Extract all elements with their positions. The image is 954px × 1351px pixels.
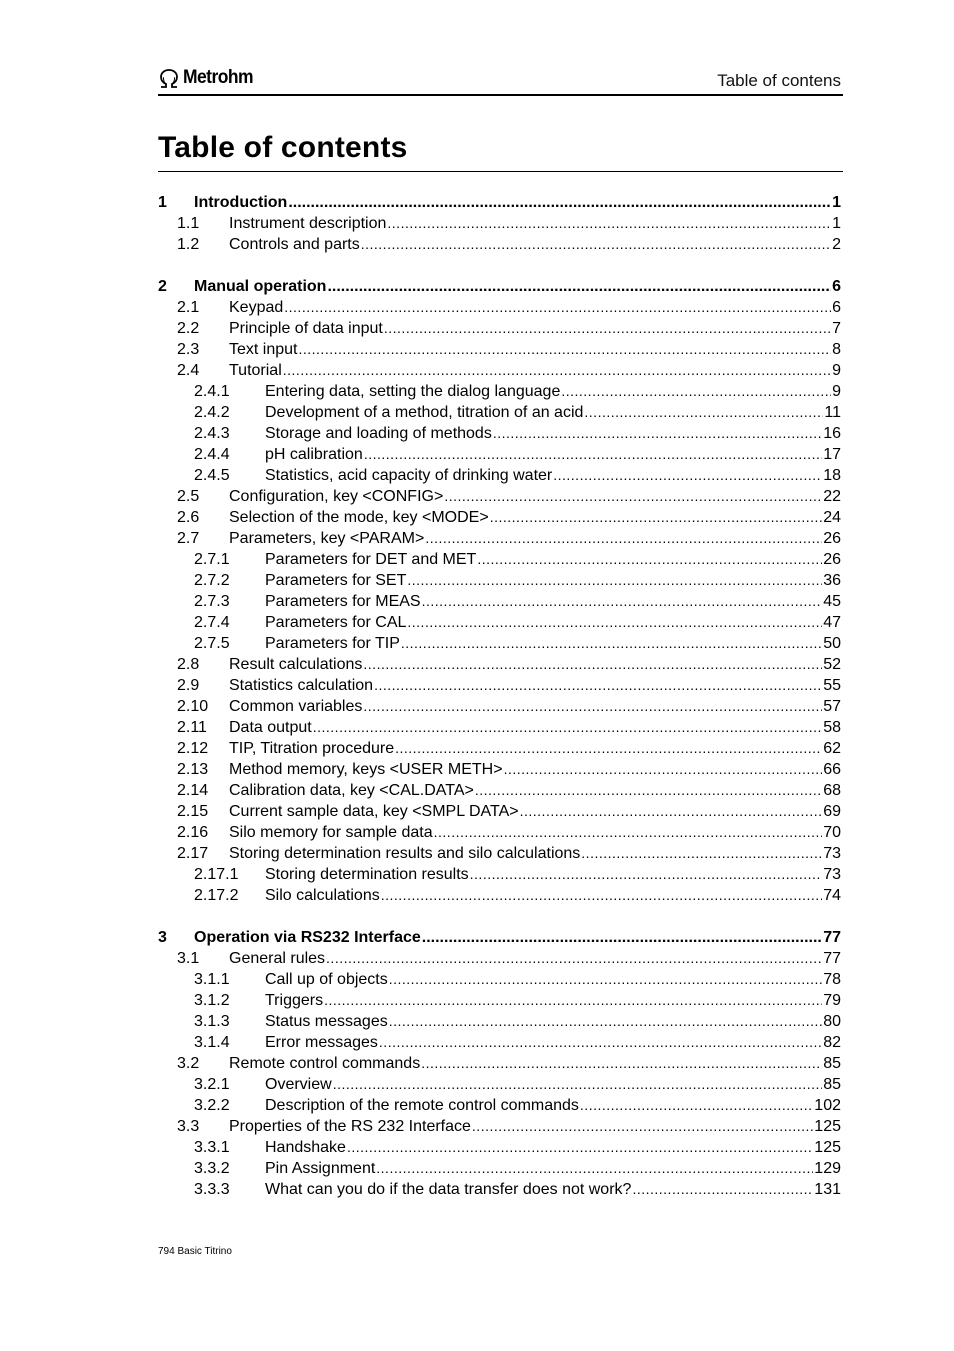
toc-entry-page: 50 [823, 635, 841, 652]
dot-leader [376, 1158, 813, 1179]
toc-entry [158, 717, 841, 738]
dot-leader [384, 318, 831, 339]
toc-entry-title: Storage and loading of methods [265, 425, 492, 442]
toc-entry-line [265, 1074, 841, 1095]
toc-entry-line [265, 402, 841, 423]
toc-entry [158, 444, 841, 465]
toc-entry-title: Result calculations [229, 656, 363, 673]
toc-entry-page: 125 [814, 1139, 841, 1156]
toc-entry-title: Handshake [265, 1139, 346, 1156]
toc-entry-line [265, 549, 841, 570]
toc-entry-line [265, 1158, 841, 1179]
toc-entry-number: 2.9 [177, 677, 200, 694]
toc-entry-page: 17 [823, 446, 841, 463]
dot-leader [422, 591, 823, 612]
toc-entry-page: 7 [832, 320, 841, 337]
toc-entry-line [229, 486, 841, 507]
dot-leader [472, 1116, 813, 1137]
toc-entry [158, 213, 841, 234]
dot-leader [364, 444, 822, 465]
toc-entry-number: 2.17.1 [194, 866, 239, 883]
toc-entry-line [229, 696, 841, 717]
toc-entry-title: Calibration data, key <CAL.DATA> [229, 782, 474, 799]
toc-entry-page: 1 [832, 215, 841, 232]
toc-entry-number: 2.3 [177, 341, 200, 358]
toc-entry-title: Current sample data, key <SMPL DATA> [229, 803, 519, 820]
toc-entry-number: 2.5 [177, 488, 200, 505]
toc-entry-number: 2.7.3 [194, 593, 230, 610]
toc-entry-page: 70 [823, 824, 841, 841]
toc-entry-number: 2.4.5 [194, 467, 230, 484]
toc-entry-line [265, 885, 841, 906]
toc-entry-line [229, 213, 841, 234]
toc-entry-number: 2.11 [177, 719, 207, 736]
toc-entry-title: pH calibration [265, 446, 363, 463]
toc-entry-page: 55 [823, 677, 841, 694]
dot-leader [407, 612, 822, 633]
toc-entry-title: Keypad [229, 299, 284, 316]
toc-entry [158, 759, 841, 780]
dot-leader [475, 780, 822, 801]
toc-entry-line [229, 717, 841, 738]
toc-entry-title: Storing determination results [265, 866, 469, 883]
dot-leader [361, 234, 831, 255]
brand-name: Metrohm [183, 67, 253, 88]
toc-entry [158, 1095, 841, 1116]
toc-entry-number: 3.1.1 [194, 971, 230, 988]
toc-entry-number: 3.3.2 [194, 1160, 230, 1177]
toc-entry-page: 68 [823, 782, 841, 799]
toc-entry [158, 612, 841, 633]
dot-leader [333, 1074, 823, 1095]
toc-entry-page: 18 [823, 467, 841, 484]
toc-entry-title: Properties of the RS 232 Interface [229, 1118, 471, 1135]
dot-leader [632, 1179, 813, 1200]
toc-entry-number: 3 [158, 929, 167, 946]
toc-entry-line [229, 507, 841, 528]
toc-entry-line [229, 1053, 841, 1074]
toc-entry-line [229, 822, 841, 843]
table-of-contents [158, 192, 841, 1200]
dot-leader [421, 1053, 822, 1074]
toc-entry-number: 2.7.2 [194, 572, 230, 589]
toc-entry-page: 82 [823, 1034, 841, 1051]
toc-entry-page: 45 [823, 593, 841, 610]
toc-entry-page: 22 [823, 488, 841, 505]
metrohm-omega-logo-icon [158, 68, 180, 88]
toc-entry-number: 2.13 [177, 761, 209, 778]
toc-entry-line [265, 1137, 841, 1158]
toc-entry-line [265, 570, 841, 591]
toc-entry-page: 73 [823, 866, 841, 883]
toc-entry-number: 2.6 [177, 509, 200, 526]
toc-entry-number: 2 [158, 278, 167, 295]
toc-entry-title: Text input [229, 341, 298, 358]
toc-entry-number: 2.4 [177, 362, 200, 379]
toc-entry-title: Statistics calculation [229, 677, 374, 694]
toc-entry [158, 1137, 841, 1158]
toc-entry-line [265, 1032, 841, 1053]
toc-entry-number: 2.12 [177, 740, 209, 757]
dot-leader [298, 339, 831, 360]
toc-entry [158, 486, 841, 507]
toc-entry-line [229, 948, 841, 969]
toc-entry-title: General rules [229, 950, 326, 967]
toc-entry [158, 360, 841, 381]
toc-entry [158, 528, 841, 549]
toc-entry-number: 1 [158, 194, 167, 211]
toc-entry-line [229, 234, 841, 255]
toc-entry-page: 80 [823, 1013, 841, 1030]
toc-entry-title: Status messages [265, 1013, 388, 1030]
toc-entry [158, 885, 841, 906]
toc-entry-page: 24 [823, 509, 841, 526]
toc-entry-line [229, 528, 841, 549]
toc-entry [158, 822, 841, 843]
dot-leader [395, 738, 822, 759]
toc-entry-title: Parameters for TIP [265, 635, 400, 652]
toc-entry-page: 73 [823, 845, 841, 862]
toc-entry-line [194, 192, 841, 213]
dot-leader [470, 864, 823, 885]
dot-leader [288, 192, 831, 213]
toc-entry-title: Silo memory for sample data [229, 824, 433, 841]
toc-entry-title: Parameters for CAL [265, 614, 407, 631]
toc-entry-number: 2.4.2 [194, 404, 230, 421]
page-header [158, 62, 843, 96]
toc-entry-page: 58 [823, 719, 841, 736]
toc-entry [158, 591, 841, 612]
toc-entry-number: 2.2 [177, 320, 200, 337]
toc-entry-number: 3.3 [177, 1118, 200, 1135]
toc-entry-page: 85 [823, 1076, 841, 1093]
toc-entry-title: Remote control commands [229, 1055, 421, 1072]
dot-leader [493, 423, 822, 444]
toc-entry [158, 633, 841, 654]
toc-entry-page: 16 [823, 425, 841, 442]
dot-leader [379, 1032, 822, 1053]
toc-entry-number: 2.4.3 [194, 425, 230, 442]
toc-entry [158, 402, 841, 423]
dot-leader [553, 465, 822, 486]
dot-leader [363, 654, 822, 675]
toc-entry-title: Storing determination results and silo calculations [229, 845, 581, 862]
toc-entry [158, 318, 841, 339]
toc-entry [158, 948, 841, 969]
dot-leader [584, 402, 823, 423]
toc-entry-number: 3.2.1 [194, 1076, 230, 1093]
toc-entry-number: 3.3.1 [194, 1139, 230, 1156]
toc-entry-number: 3.3.3 [194, 1181, 230, 1198]
toc-entry [158, 549, 841, 570]
toc-entry-line [265, 990, 841, 1011]
toc-entry-line [229, 780, 841, 801]
toc-entry [158, 1011, 841, 1032]
toc-entry-title: Method memory, keys <USER METH> [229, 761, 503, 778]
dot-leader [313, 717, 822, 738]
toc-entry-page: 77 [823, 950, 841, 967]
toc-entry [158, 780, 841, 801]
toc-entry-number: 2.7 [177, 530, 200, 547]
dot-leader [425, 528, 822, 549]
toc-entry-title: Operation via RS232 Interface [194, 929, 421, 946]
dot-leader [520, 801, 823, 822]
toc-entry-page: 102 [814, 1097, 841, 1114]
toc-entry-line [229, 297, 841, 318]
toc-entry-title: Silo calculations [265, 887, 380, 904]
toc-entry [158, 1158, 841, 1179]
toc-entry [158, 843, 841, 864]
toc-entry-title: Common variables [229, 698, 363, 715]
toc-entry-title: Parameters, key <PARAM> [229, 530, 425, 547]
toc-entry-number: 2.4.1 [194, 383, 230, 400]
toc-entry [158, 801, 841, 822]
dot-leader [477, 549, 822, 570]
toc-entry-line [229, 1116, 841, 1137]
toc-entry-number: 1.1 [177, 215, 200, 232]
dot-leader [327, 276, 831, 297]
toc-entry-line [265, 1011, 841, 1032]
toc-entry [158, 696, 841, 717]
toc-entry-title: Description of the remote control commands [265, 1097, 579, 1114]
dot-leader [581, 843, 822, 864]
toc-entry-title: Error messages [265, 1034, 378, 1051]
toc-entry-page: 125 [814, 1118, 841, 1135]
toc-entry-title: Configuration, key <CONFIG> [229, 488, 444, 505]
toc-entry [158, 339, 841, 360]
dot-leader [444, 486, 822, 507]
toc-entry [158, 969, 841, 990]
toc-entry-page: 26 [823, 551, 841, 568]
toc-entry-page: 36 [823, 572, 841, 589]
toc-entry-title: Tutorial [229, 362, 282, 379]
toc-entry-line [194, 276, 841, 297]
toc-entry-title: Parameters for SET [265, 572, 407, 589]
toc-entry-page: 9 [832, 362, 841, 379]
toc-entry-title: Manual operation [194, 278, 327, 295]
toc-entry-title: Triggers [265, 992, 324, 1009]
toc-entry-number: 2.7.4 [194, 614, 230, 631]
toc-entry-page: 6 [832, 299, 841, 316]
toc-entry-number: 2.7.5 [194, 635, 230, 652]
toc-entry-number: 1.2 [177, 236, 200, 253]
dot-leader [422, 927, 822, 948]
toc-entry-page: 78 [823, 971, 841, 988]
toc-entry [158, 1053, 841, 1074]
toc-entry [158, 1116, 841, 1137]
toc-entry-number: 2.1 [177, 299, 200, 316]
toc-entry-line [194, 927, 841, 948]
toc-entry-page: 1 [832, 194, 841, 211]
toc-entry [158, 507, 841, 528]
dot-leader [374, 675, 822, 696]
toc-entry-line [265, 381, 841, 402]
toc-entry-page: 66 [823, 761, 841, 778]
toc-entry-page: 8 [832, 341, 841, 358]
brand-logo [158, 66, 259, 90]
toc-entry-line [229, 360, 841, 381]
toc-entry-number: 3.2.2 [194, 1097, 230, 1114]
toc-entry-page: 11 [824, 404, 841, 421]
toc-entry-title: Pin Assignment [265, 1160, 376, 1177]
dot-leader [389, 1011, 822, 1032]
toc-entry-page: 74 [823, 887, 841, 904]
dot-leader [347, 1137, 813, 1158]
toc-entry-number: 3.1.3 [194, 1013, 230, 1030]
dot-leader [434, 822, 823, 843]
toc-entry [158, 381, 841, 402]
dot-leader [504, 759, 823, 780]
toc-entry-title: Entering data, setting the dialog language [265, 383, 561, 400]
toc-entry [158, 423, 841, 444]
toc-entry-title: Development of a method, titration of an acid [265, 404, 584, 421]
toc-entry-page: 77 [823, 929, 841, 946]
toc-entry-line [229, 843, 841, 864]
toc-entry [158, 654, 841, 675]
dot-leader [490, 507, 823, 528]
toc-entry-title: What can you do if the data transfer does not work? [265, 1181, 632, 1198]
page-title: Table of contents [158, 131, 843, 172]
dot-leader [381, 885, 822, 906]
toc-entry-page: 52 [823, 656, 841, 673]
footer-product-name: 794 Basic Titrino [158, 1246, 232, 1257]
toc-entry-line [229, 738, 841, 759]
toc-entry-line [265, 444, 841, 465]
toc-entry-number: 2.4.4 [194, 446, 230, 463]
toc-entry-title: Instrument description [229, 215, 387, 232]
dot-leader [363, 696, 822, 717]
toc-entry-title: Introduction [194, 194, 288, 211]
toc-entry-title: Data output [229, 719, 312, 736]
dot-leader [401, 633, 822, 654]
toc-entry-number: 2.10 [177, 698, 209, 715]
toc-entry-page: 85 [823, 1055, 841, 1072]
toc-entry-page: 26 [823, 530, 841, 547]
toc-entry-line [229, 675, 841, 696]
dot-leader [561, 381, 831, 402]
toc-entry [158, 675, 841, 696]
toc-entry [158, 738, 841, 759]
toc-entry-line [265, 423, 841, 444]
toc-entry [158, 570, 841, 591]
toc-entry-page: 131 [814, 1181, 841, 1198]
toc-entry-number: 2.16 [177, 824, 209, 841]
toc-entry-line [265, 591, 841, 612]
dot-leader [407, 570, 822, 591]
toc-entry-line [265, 1179, 841, 1200]
toc-entry-page: 129 [814, 1160, 841, 1177]
toc-entry-line [265, 969, 841, 990]
toc-entry-page: 79 [823, 992, 841, 1009]
toc-entry-page: 57 [823, 698, 841, 715]
toc-entry-line [265, 633, 841, 654]
toc-entry-title: Controls and parts [229, 236, 360, 253]
toc-entry [158, 1179, 841, 1200]
toc-entry-title: Statistics, acid capacity of drinking water [265, 467, 553, 484]
dot-leader [580, 1095, 813, 1116]
toc-entry-page: 9 [832, 383, 841, 400]
toc-entry-page: 6 [832, 278, 841, 295]
toc-entry-line [229, 318, 841, 339]
toc-entry-line [229, 759, 841, 780]
toc-entry-line [265, 864, 841, 885]
toc-entry-number: 2.14 [177, 782, 209, 799]
toc-entry [158, 864, 841, 885]
toc-entry-title: Parameters for MEAS [265, 593, 421, 610]
dot-leader [387, 213, 831, 234]
toc-entry-page: 47 [823, 614, 841, 631]
toc-entry-number: 3.1.4 [194, 1034, 230, 1051]
toc-entry-number: 3.1.2 [194, 992, 230, 1009]
toc-entry-title: Selection of the mode, key <MODE> [229, 509, 489, 526]
toc-entry [158, 192, 841, 213]
toc-entry-title: Call up of objects [265, 971, 388, 988]
toc-entry [158, 990, 841, 1011]
toc-entry-line [229, 339, 841, 360]
toc-entry-line [229, 801, 841, 822]
toc-entry [158, 927, 841, 948]
running-header-title: Table of contens [717, 71, 841, 90]
toc-entry-number: 3.1 [177, 950, 200, 967]
dot-leader [389, 969, 822, 990]
toc-entry-page: 69 [823, 803, 841, 820]
toc-entry-number: 3.2 [177, 1055, 200, 1072]
toc-entry-number: 2.8 [177, 656, 200, 673]
toc-entry-number: 2.7.1 [194, 551, 230, 568]
toc-entry [158, 465, 841, 486]
toc-entry [158, 1032, 841, 1053]
dot-leader [326, 948, 822, 969]
toc-entry [158, 297, 841, 318]
toc-entry-title: TIP, Titration procedure [229, 740, 395, 757]
toc-entry-page: 62 [823, 740, 841, 757]
toc-entry [158, 1074, 841, 1095]
toc-entry [158, 234, 841, 255]
dot-leader [324, 990, 822, 1011]
toc-entry-title: Parameters for DET and MET [265, 551, 477, 568]
toc-entry-line [229, 654, 841, 675]
toc-entry-title: Principle of data input [229, 320, 383, 337]
toc-entry-line [265, 1095, 841, 1116]
toc-entry-number: 2.17.2 [194, 887, 239, 904]
toc-entry-line [265, 612, 841, 633]
toc-entry-title: Overview [265, 1076, 332, 1093]
toc-entry-number: 2.15 [177, 803, 209, 820]
toc-entry-page: 2 [832, 236, 841, 253]
toc-entry-number: 2.17 [177, 845, 209, 862]
toc-entry [158, 276, 841, 297]
dot-leader [284, 297, 831, 318]
toc-entry-line [265, 465, 841, 486]
dot-leader [283, 360, 831, 381]
